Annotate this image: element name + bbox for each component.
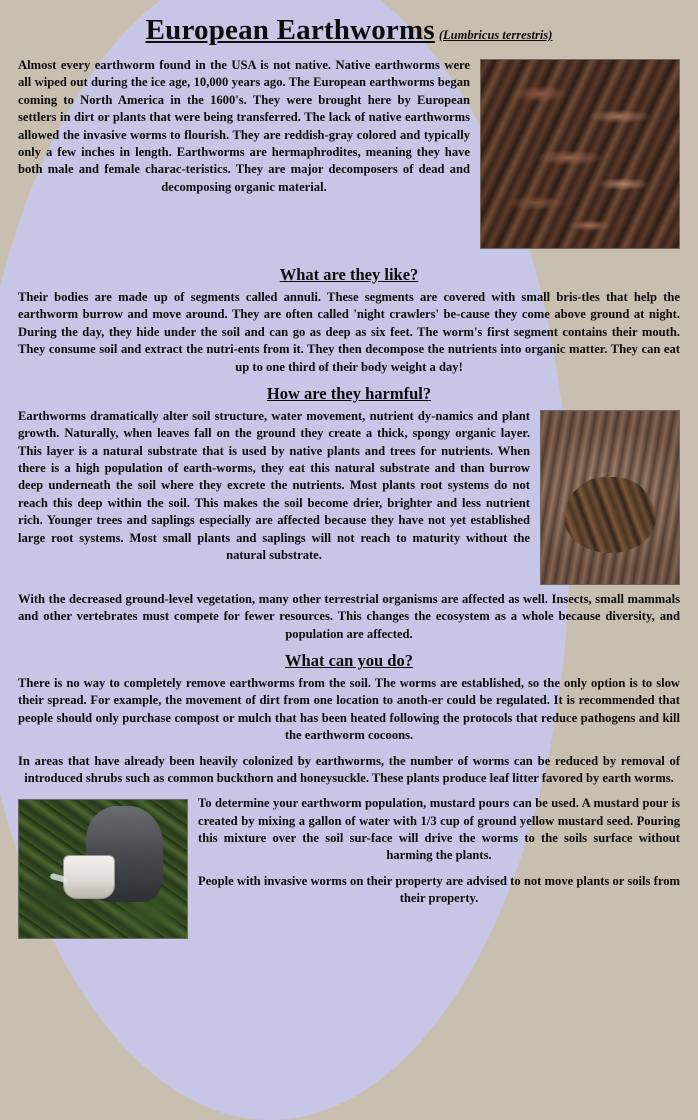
photo-mustard-pour xyxy=(18,799,188,939)
section-what-can-you-do-paragraph-1: There is no way to completely remove earthworms from the soil. The worms are established, so the only option is to slow their spread. For example, the movement of dirt from one location to anoth-er could be regulated. It is recommended that people should only purchase compost or mulch that has been heated following the protocols that reduce pathogens and kill the earthworm cocoons. xyxy=(18,676,680,743)
section-heading-what-can-you-do: What can you do? xyxy=(285,651,413,670)
mustard-pour-block xyxy=(18,795,680,907)
section-what-can-you-do-paragraph-3: To determine your earthworm population, mustard pours can be used. A mustard pour is created by mixing a gallon of water with 1/3 cup of ground yellow mustard seed. Pouring this mixture over the soil sur-face will drive the worms to the soils surface without harming the plants. xyxy=(198,796,680,863)
page-title xyxy=(18,14,680,47)
section-heading-how-are-they-harmful: How are they harmful? xyxy=(266,383,432,403)
section-what-can-you-do-paragraph-2: In areas that have already been heavily colonized by earthworms, the number of worms can be reduced by removal of introduced shrubs such as common buckthorn and honeysuckle. These plants produce leaf litter favored by earth worms. xyxy=(18,753,680,785)
title-main-text: European Earthworms xyxy=(145,14,435,46)
hands-holding-worms-image-content xyxy=(541,411,679,584)
photo-earthworm-pile xyxy=(480,59,680,249)
earthworm-pile-image-content xyxy=(481,60,679,248)
bucket-shape xyxy=(63,855,115,898)
mustard-pour-image-content xyxy=(19,800,187,938)
photo-hands-holding-worms xyxy=(540,410,680,585)
intro-section xyxy=(18,57,680,257)
section-what-can-you-do-paragraph-4: People with invasive worms on their property are advised to not move plants or soils from their property. xyxy=(198,873,680,906)
intro-paragraph: Almost every earthworm found in the USA is not native. Native earthworms were all wiped out during the ice age, 10,000 years ago. The European earthworms began coming to North America in the 1600's. They were brought here by European settlers in dirt or plants that were being transferred. The lack of native earthworms allowed the invasive worms to flourish. They are reddish-gray colored and typically only a few inches in length. Earthworms are hermaphrodites, meaning they have both male and female charac-teristics. They are major decomposers of dead and decomposing organic material. xyxy=(18,58,470,194)
section-how-are-they-harmful-paragraph-2: With the decreased ground-level vegetation, many other terrestrial organisms are affected as well. Insects, small mammals and other vertebrates must compete for fewer resources. This changes the ecosystem as a whole because diversity, and population are affected. xyxy=(18,591,680,641)
title-scientific-name: (Lumbricus terrestris) xyxy=(438,28,553,42)
section-heading-what-are-they-like: What are they like? xyxy=(279,265,419,284)
harmful-block xyxy=(18,408,680,564)
section-what-are-they-like-paragraph-1: Their bodies are made up of segments called annuli. These segments are covered with small bris-tles that help the earthworm burrow and move around. They are often called 'night crawlers' be-cause they come above ground at night. During the day, they hide under the soil and can go as deep as six feet. The worm's first segment contains their mouth. They consume soil and extract the nutri-ents from it. They then decompose the nutrients into organic matter. They can eat up to one third of their body weight a day! xyxy=(18,290,680,374)
section-how-are-they-harmful-paragraph-1: Earthworms dramatically alter soil structure, water movement, nutrient dy-namics and plant growth. Naturally, when leaves fall on the ground they create a thick, spongy organic layer. This layer is a natural substrate that is used by native plants and trees for nutrients. When there is a high population of earth-worms, they eat this natural substrate and than burrow deep underneath the soil where they excrete the nutrients. Most plants root systems do not reach this deep within the soil. This makes the soil become drier, brighter and less nutrient rich. Younger trees and saplings especially are affected because they have not yet established large root systems. Most small plants and saplings will not reach to maturity without the natural substrate. xyxy=(18,408,530,562)
